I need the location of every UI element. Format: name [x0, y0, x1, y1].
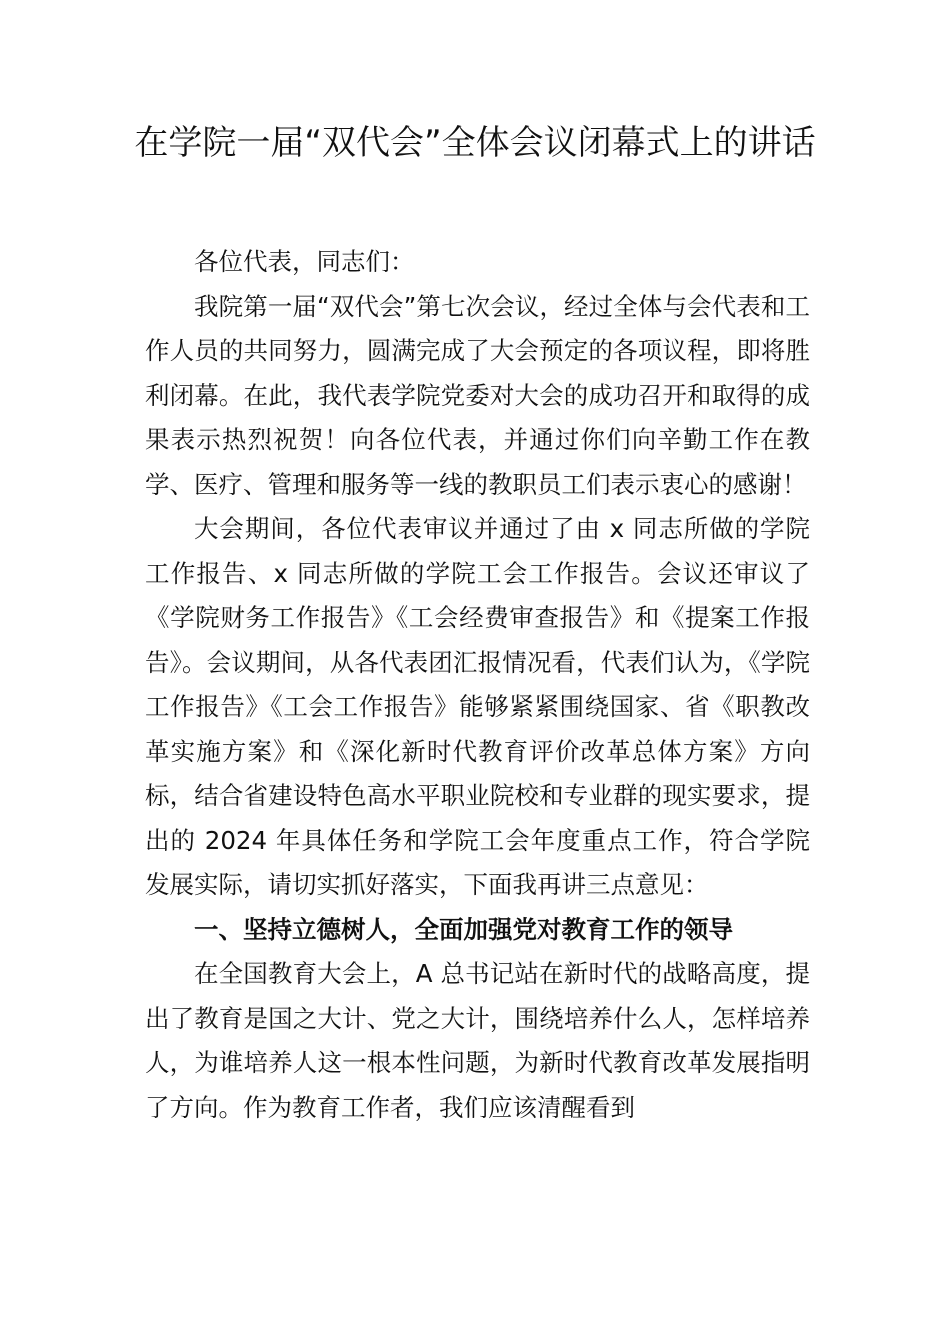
- document-body: [145, 240, 810, 1130]
- salutation-paragraph: 各位代表，同志们：: [194, 247, 415, 276]
- body-paragraph: 大会期间，各位代表审议并通过了由 x 同志所做的学院工作报告、x 同志所做的学院工会工作报告。会议还审议了《学院财务工作报告》《工会经费审查报告》和《提案工作报告》。会议期间，从各代表团汇报情况看，代表们认为，《学院工作报告》《工会工作报告》能够紧紧围绕国家、省《职教改革实施方案》和《深化新时代教育评价改革总体方案》方向标，结合省建设特色高水平职业院校和专业群的现实要求，提出的 2024 年具体任务和学院工会年度重点工作，符合学院发展实际，请切实抓好落实，下面我再讲三点意见：: [145, 514, 810, 899]
- body-paragraph: 我院第一届“双代会”第七次会议，经过全体与会代表和工作人员的共同努力，圆满完成了大会预定的各项议程，即将胜利闭幕。在此，我代表学院党委对大会的成功召开和取得的成果表示热烈祝贺！向各位代表，并通过你们向辛勤工作在教学、医疗、管理和服务等一线的教职员工们表示衷心的感谢！: [145, 291, 810, 499]
- document-title: 在学院一届“双代会”全体会议闭幕式上的讲话: [134, 123, 816, 163]
- body-paragraph: 在全国教育大会上，A 总书记站在新时代的战略高度，提出了教育是国之大计、党之大计，围绕培养什么人，怎样培养人，为谁培养人这一根本性问题，为新时代教育改革发展指明了方向。作为教育工作者，我们应该清醒看到: [145, 959, 810, 1122]
- section-heading: 一、坚持立德树人，全面加强党对教育工作的领导: [194, 914, 733, 944]
